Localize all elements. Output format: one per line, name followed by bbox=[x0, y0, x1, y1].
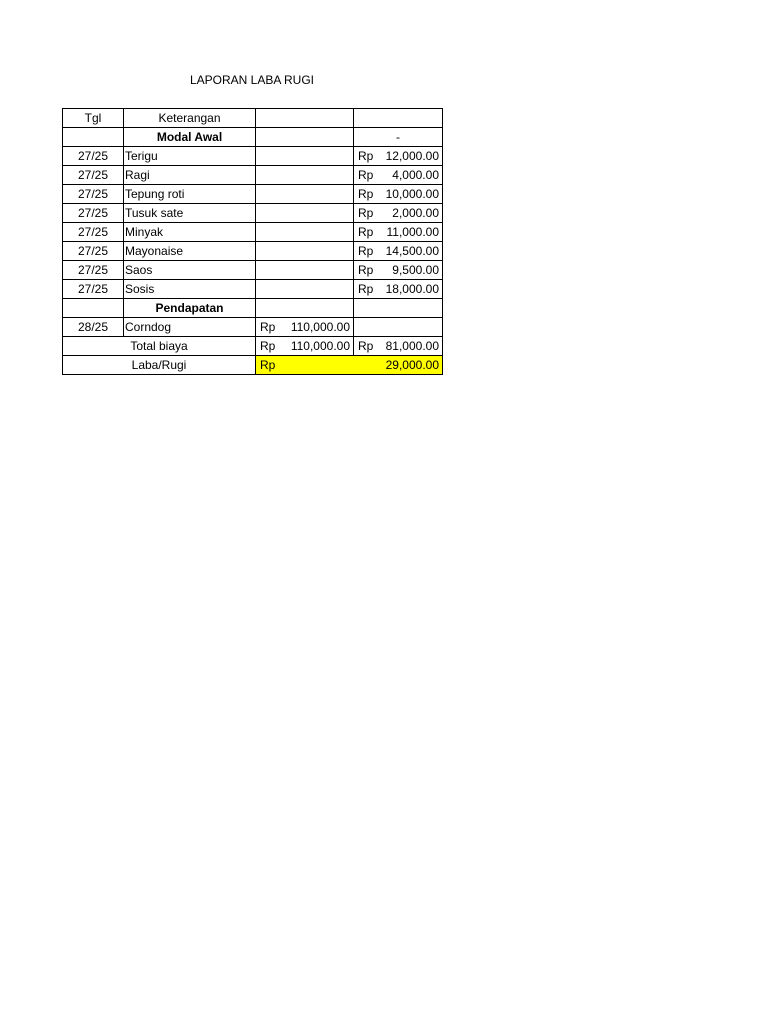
income-amount-cell[interactable] bbox=[256, 318, 354, 337]
expense-amount-cell[interactable] bbox=[354, 204, 443, 223]
expense-date[interactable]: 27/25 bbox=[63, 242, 124, 261]
expense-row bbox=[63, 185, 443, 204]
expense-item[interactable]: Tepung roti bbox=[124, 185, 256, 204]
expense-row bbox=[63, 242, 443, 261]
laba-rugi-amount-cell[interactable] bbox=[256, 356, 443, 375]
expense-amount: 2,000.00 bbox=[392, 206, 439, 220]
income-item[interactable]: Corndog bbox=[124, 318, 256, 337]
header-empty-cell[interactable] bbox=[354, 109, 443, 128]
expense-item[interactable]: Tusuk sate bbox=[124, 204, 256, 223]
total-expense-amount: 81,000.00 bbox=[385, 339, 439, 353]
expense-date[interactable]: 27/25 bbox=[63, 280, 124, 299]
expense-amount-cell[interactable] bbox=[354, 166, 443, 185]
expense-date[interactable]: 27/25 bbox=[63, 223, 124, 242]
empty-cell[interactable] bbox=[256, 185, 354, 204]
expense-date[interactable]: 27/25 bbox=[63, 204, 124, 223]
expense-amount-cell[interactable] bbox=[354, 261, 443, 280]
expense-amount: 9,500.00 bbox=[392, 263, 439, 277]
expense-amount: 12,000.00 bbox=[385, 149, 439, 163]
empty-cell[interactable] bbox=[256, 166, 354, 185]
empty-cell[interactable] bbox=[256, 242, 354, 261]
income-statement-table bbox=[62, 108, 443, 375]
currency-label: Rp bbox=[358, 339, 374, 353]
empty-cell[interactable] bbox=[256, 147, 354, 166]
pendapatan-row bbox=[63, 299, 443, 318]
empty-cell[interactable] bbox=[63, 299, 124, 318]
expense-amount-cell[interactable] bbox=[354, 223, 443, 242]
empty-cell[interactable] bbox=[256, 299, 354, 318]
expense-item[interactable]: Ragi bbox=[124, 166, 256, 185]
expense-date[interactable]: 27/25 bbox=[63, 147, 124, 166]
expense-row bbox=[63, 223, 443, 242]
currency-label: Rp bbox=[358, 149, 374, 163]
expense-amount-cell[interactable] bbox=[354, 242, 443, 261]
currency-label: Rp bbox=[358, 282, 374, 296]
report-title: LAPORAN LABA RUGI bbox=[189, 73, 315, 87]
income-amount: 110,000.00 bbox=[290, 320, 350, 334]
laba-rugi-row bbox=[63, 356, 443, 375]
currency-label: Rp bbox=[260, 339, 276, 353]
laba-rugi-amount: 29,000.00 bbox=[385, 358, 439, 372]
income-date[interactable]: 28/25 bbox=[63, 318, 124, 337]
empty-cell[interactable] bbox=[354, 318, 443, 337]
income-row bbox=[63, 318, 443, 337]
expense-item[interactable]: Saos bbox=[124, 261, 256, 280]
modal-awal-label[interactable]: Modal Awal bbox=[124, 128, 256, 147]
expense-amount-cell[interactable] bbox=[354, 185, 443, 204]
empty-cell[interactable] bbox=[256, 261, 354, 280]
expense-row bbox=[63, 261, 443, 280]
expense-date[interactable]: 27/25 bbox=[63, 185, 124, 204]
expense-item[interactable]: Minyak bbox=[124, 223, 256, 242]
header-empty-cell[interactable] bbox=[256, 109, 354, 128]
empty-cell[interactable] bbox=[256, 223, 354, 242]
empty-cell[interactable] bbox=[256, 128, 354, 147]
currency-label: Rp bbox=[358, 263, 374, 277]
expense-rows bbox=[63, 147, 443, 299]
empty-cell[interactable] bbox=[256, 280, 354, 299]
modal-awal-row bbox=[63, 128, 443, 147]
currency-label: Rp bbox=[358, 187, 374, 201]
empty-cell[interactable] bbox=[63, 128, 124, 147]
currency-label: Rp bbox=[358, 225, 374, 239]
expense-row bbox=[63, 280, 443, 299]
total-row bbox=[63, 337, 443, 356]
expense-date[interactable]: 27/25 bbox=[63, 166, 124, 185]
total-expense-cell[interactable] bbox=[354, 337, 443, 356]
currency-label: Rp bbox=[260, 320, 276, 334]
total-income-cell[interactable] bbox=[256, 337, 354, 356]
header-keterangan[interactable]: Keterangan bbox=[124, 109, 256, 128]
total-label[interactable]: Total biaya bbox=[63, 337, 256, 356]
expense-amount: 10,000.00 bbox=[385, 187, 439, 201]
expense-amount: 11,000.00 bbox=[386, 225, 439, 239]
pendapatan-label[interactable]: Pendapatan bbox=[124, 299, 256, 318]
expense-amount-cell[interactable] bbox=[354, 147, 443, 166]
laba-rugi-label[interactable]: Laba/Rugi bbox=[63, 356, 256, 375]
currency-label: Rp bbox=[358, 206, 374, 220]
empty-cell[interactable] bbox=[354, 299, 443, 318]
expense-amount: 14,500.00 bbox=[385, 244, 439, 258]
currency-label: Rp bbox=[358, 168, 374, 182]
expense-date[interactable]: 27/25 bbox=[63, 261, 124, 280]
currency-label: Rp bbox=[260, 358, 276, 372]
expense-row bbox=[63, 204, 443, 223]
expense-item[interactable]: Mayonaise bbox=[124, 242, 256, 261]
expense-item[interactable]: Sosis bbox=[124, 280, 256, 299]
expense-amount: 18,000.00 bbox=[385, 282, 439, 296]
total-income-amount: 110,000.00 bbox=[290, 339, 350, 353]
expense-row bbox=[63, 147, 443, 166]
empty-cell[interactable] bbox=[256, 204, 354, 223]
header-row bbox=[63, 109, 443, 128]
header-tgl[interactable]: Tgl bbox=[63, 109, 124, 128]
expense-item[interactable]: Terigu bbox=[124, 147, 256, 166]
expense-amount-cell[interactable] bbox=[354, 280, 443, 299]
expense-row bbox=[63, 166, 443, 185]
currency-label: Rp bbox=[358, 244, 374, 258]
modal-awal-value[interactable]: - bbox=[354, 128, 443, 147]
expense-amount: 4,000.00 bbox=[392, 168, 439, 182]
